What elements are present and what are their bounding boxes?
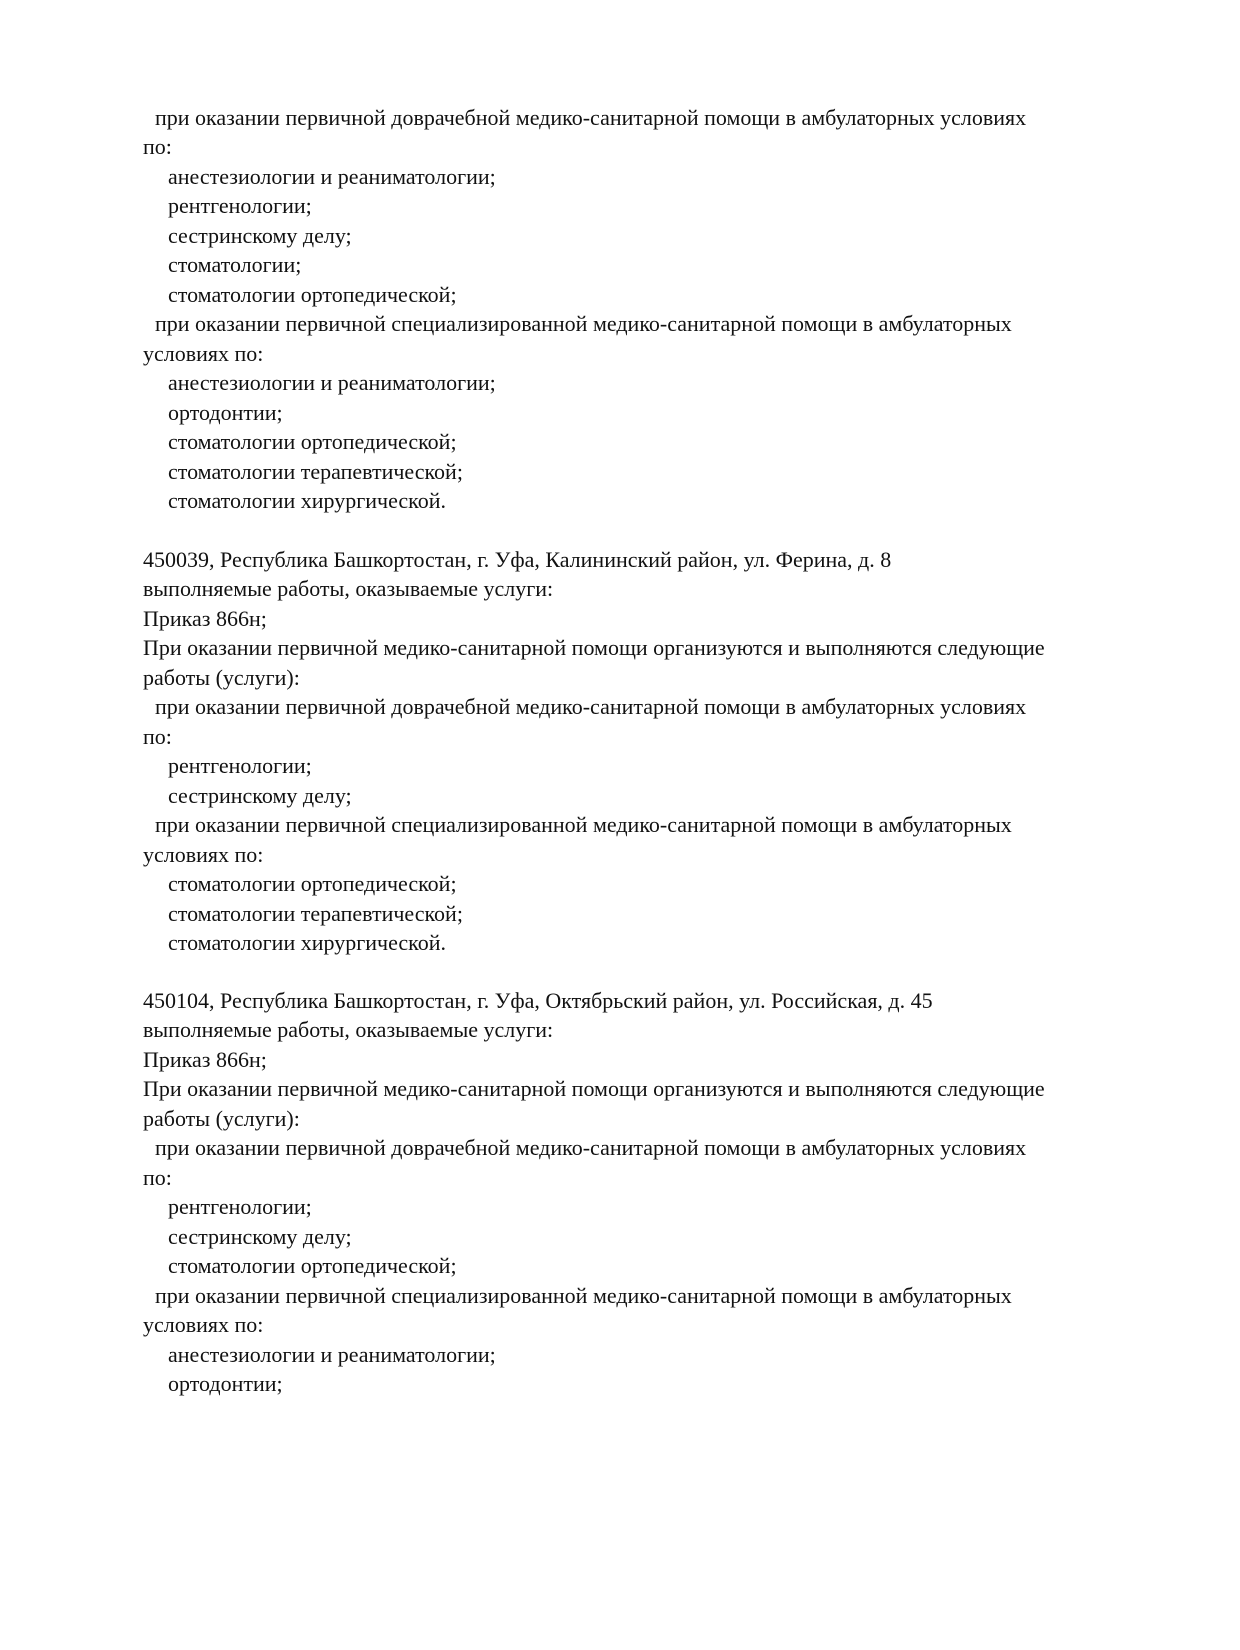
list-item: анестезиологии и реаниматологии; — [168, 164, 496, 189]
list-item: сестринскому делу; — [168, 1224, 352, 1249]
organized-statement: При оказании первичной медико-санитарной помощи организуются и выполняются следующие — [143, 1076, 1045, 1101]
primary-care-intro-cont: по: — [143, 1165, 172, 1190]
list-item: стоматологии ортопедической; — [168, 429, 457, 454]
address: 450039, Республика Башкортостан, г. Уфа, Калининский район, ул. Ферина, д. 8 — [143, 547, 892, 572]
list-item: стоматологии терапевтической; — [168, 901, 463, 926]
list-item: анестезиологии и реаниматологии; — [168, 370, 496, 395]
primary-care-intro: при оказании первичной доврачебной медико-санитарной помощи в амбулаторных условиях — [155, 105, 1027, 130]
list-item: стоматологии хирургической. — [168, 488, 446, 513]
list-item: стоматологии ортопедической; — [168, 871, 457, 896]
list-item: стоматологии ортопедической; — [168, 1253, 457, 1278]
specialized-care-intro: при оказании первичной специализированной медико-санитарной помощи в амбулаторных — [155, 812, 1012, 837]
specialized-care-intro: при оказании первичной специализированной медико-санитарной помощи в амбулаторных — [155, 1283, 1012, 1308]
list-item: ортодонтии; — [168, 1371, 283, 1396]
list-item: стоматологии хирургической. — [168, 930, 446, 955]
specialized-care-intro: при оказании первичной специализированной медико-санитарной помощи в амбулаторных — [155, 311, 1012, 336]
primary-care-intro: при оказании первичной доврачебной медико-санитарной помощи в амбулаторных условиях — [155, 694, 1027, 719]
specialized-care-intro-cont: условиях по: — [143, 1312, 264, 1337]
list-item: ортодонтии; — [168, 400, 283, 425]
primary-care-intro-cont: по: — [143, 134, 172, 159]
list-item: анестезиологии и реаниматологии; — [168, 1342, 496, 1367]
list-item: стоматологии терапевтической; — [168, 459, 463, 484]
order-reference: Приказ 866н; — [143, 606, 267, 631]
works-label: выполняемые работы, оказываемые услуги: — [143, 1017, 554, 1042]
list-item: рентгенологии; — [168, 753, 312, 778]
list-item: рентгенологии; — [168, 193, 312, 218]
order-reference: Приказ 866н; — [143, 1047, 267, 1072]
organized-statement-cont: работы (услуги): — [143, 665, 300, 690]
list-item: рентгенологии; — [168, 1194, 312, 1219]
primary-care-intro: при оказании первичной доврачебной медико-санитарной помощи в амбулаторных условиях — [155, 1135, 1027, 1160]
works-label: выполняемые работы, оказываемые услуги: — [143, 576, 554, 601]
list-item: стоматологии ортопедической; — [168, 282, 457, 307]
primary-care-intro-cont: по: — [143, 724, 172, 749]
list-item: стоматологии; — [168, 252, 302, 277]
organized-statement: При оказании первичной медико-санитарной помощи организуются и выполняются следующие — [143, 635, 1045, 660]
organized-statement-cont: работы (услуги): — [143, 1106, 300, 1131]
specialized-care-intro-cont: условиях по: — [143, 842, 264, 867]
list-item: сестринскому делу; — [168, 223, 352, 248]
address: 450104, Республика Башкортостан, г. Уфа, Октябрьский район, ул. Российская, д. 45 — [143, 988, 933, 1013]
list-item: сестринскому делу; — [168, 783, 352, 808]
specialized-care-intro-cont: условиях по: — [143, 341, 264, 366]
